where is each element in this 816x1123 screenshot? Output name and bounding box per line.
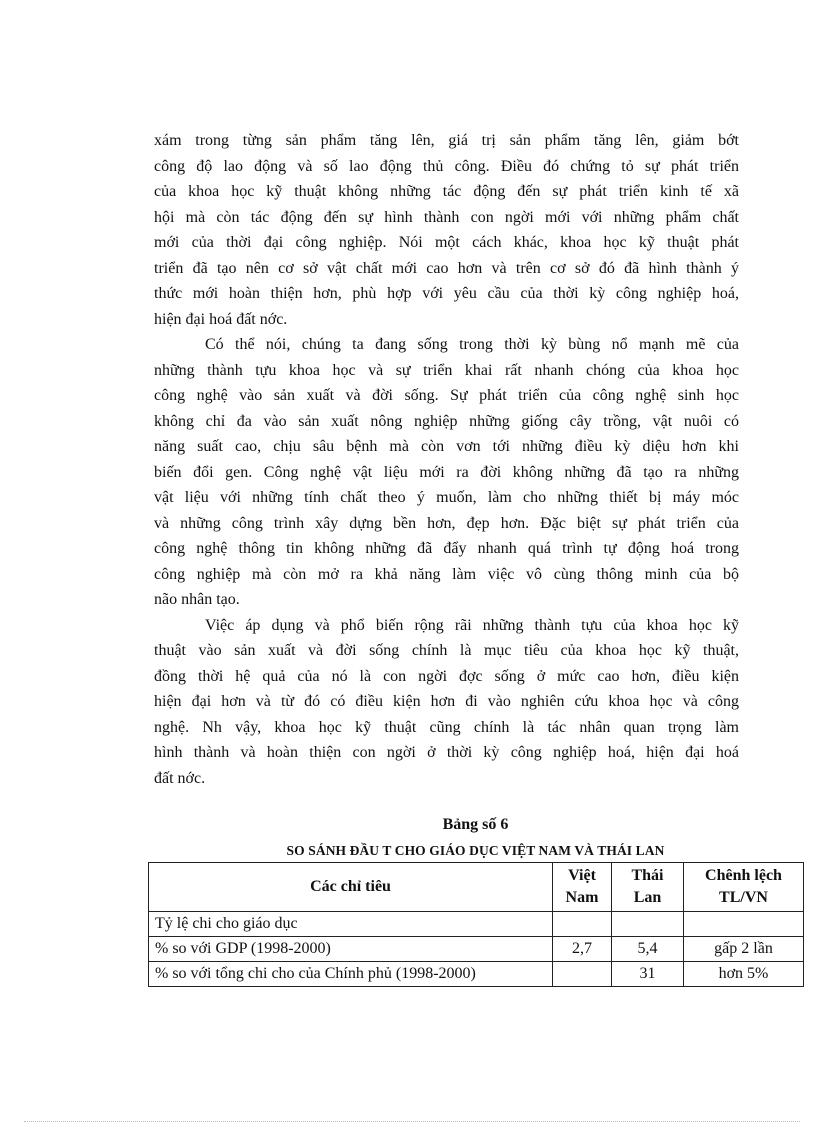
text-line: công nghiệp mà còn mở ra khả năng làm việc vô cùng thông minh của bộ — [154, 565, 739, 583]
text-line: thức mới hoàn thiện hơn, phù hợp với yêu cầu của thời kỳ công nghiệp hoá, — [154, 285, 739, 302]
text-line: hội mà còn tác động đến sự hình thành con ngời mới với những phẩm chất — [154, 208, 739, 226]
text-line: xám trong từng sản phẩm tăng lên, giá trị sản phẩm tăng lên, giảm bớt — [154, 132, 739, 149]
header-thailand-line1: Thái — [631, 867, 664, 884]
table-header-row — [149, 863, 804, 912]
header-vietnam — [553, 863, 612, 912]
header-difference — [684, 863, 804, 912]
text-line: nghệ. Nh vậy, khoa học kỹ thuật cũng chính là tác nhân quan trọng làm — [154, 718, 739, 736]
text-line: của khoa học kỹ thuật không những tác động đến sự phát triển kinh tế xã — [154, 183, 739, 200]
text-line: công độ lao động và số lao động thủ công. Điều đó chứng tỏ sự phát triển — [154, 157, 739, 175]
text-line: vật liệu với những tính chất theo ý muốn, làm cho những thiết bị máy móc — [154, 489, 739, 506]
table-row — [149, 962, 804, 987]
text-line: đất nớc. — [154, 769, 206, 787]
text-line: triển đã tạo nên cơ sở vật chất mới cao hơn và trên cơ sở đó đã hình thành ý — [154, 259, 739, 277]
text-line: hiện đại hơn và từ đó có điều kiện hơn đi vào nghiên cứu khoa học và công — [154, 693, 739, 710]
text-line: thuật vào sản xuất và đời sống chính là mục tiêu của khoa học kỹ thuật, — [154, 642, 739, 659]
cell-vietnam — [553, 912, 612, 937]
header-thailand — [612, 863, 684, 912]
cell-vietnam: 2,7 — [553, 937, 612, 962]
cell-thailand: 31 — [612, 962, 684, 987]
page-bottom-divider — [24, 1121, 800, 1122]
text-line: đồng thời hệ quả của nó là con ngời đợc sống ở mức cao hơn, điều kiện — [154, 667, 739, 685]
text-line: năng suất cao, chịu sâu bệnh mà còn vơn tới những điều kỳ diệu hơn khi — [154, 438, 739, 455]
text-line: hiện đại hoá đất nớc. — [154, 310, 288, 328]
text-line: không chỉ đa vào sản xuất nông nghiệp những giống cây trồng, vật nuôi có — [154, 412, 739, 430]
cell-criteria: Tỷ lệ chi cho giáo dục — [149, 912, 553, 937]
comparison-table — [148, 862, 804, 987]
text-line: Việc áp dụng và phổ biến rộng rãi những thành tựu của khoa học kỹ — [205, 616, 739, 634]
table-label: Bảng số 6 — [442, 816, 509, 833]
paragraph — [154, 332, 739, 613]
text-line: não nhân tạo. — [154, 591, 240, 608]
cell-difference: gấp 2 lần — [684, 937, 804, 962]
table-row — [149, 937, 804, 962]
header-difference-line1: Chênh lệch — [705, 867, 782, 884]
header-vietnam-line1: Việt — [568, 867, 596, 884]
header-criteria: Các chỉ tiêu — [149, 863, 553, 912]
cell-thailand: 5,4 — [612, 937, 684, 962]
header-difference-line2: TL/VN — [719, 889, 768, 906]
body-text — [154, 128, 739, 791]
cell-criteria: % so với tổng chi cho của Chính phủ (1998-2000) — [149, 962, 553, 987]
text-line: Có thể nói, chúng ta đang sống trong thời kỳ bùng nổ mạnh mẽ của — [205, 336, 739, 353]
table-title: SO SÁNH ĐẦU T CHO GIÁO DỤC VIỆT NAM VÀ THÁI LAN — [286, 843, 665, 858]
paragraph — [154, 613, 739, 792]
header-thailand-line2: Lan — [633, 889, 662, 906]
header-vietnam-line2: Nam — [565, 889, 599, 906]
cell-thailand — [612, 912, 684, 937]
paragraph — [154, 128, 739, 332]
text-line: mới của thời đại công nghiệp. Nói một cách khác, khoa học kỹ thuật phát — [154, 234, 739, 251]
cell-criteria: % so với GDP (1998-2000) — [149, 937, 553, 962]
text-line: công nghệ vào sản xuất và đời sống. Sự phát triển của công nghệ sinh học — [154, 387, 739, 404]
cell-vietnam — [553, 962, 612, 987]
text-line: công nghệ thông tin không những đã đẩy nhanh quá trình tự động hoá trong — [154, 540, 739, 557]
cell-difference — [684, 912, 804, 937]
text-line: hình thành và hoàn thiện con ngời ở thời kỳ công nghiệp hoá, hiện đại hoá — [154, 744, 739, 761]
text-line: và những công trình xây dựng bền hơn, đẹp hơn. Đặc biệt sự phát triển của — [154, 514, 739, 532]
text-line: những thành tựu khoa học và sự triển khai rất nhanh chóng của khoa học — [154, 361, 739, 379]
text-line: biến đổi gen. Công nghệ vật liệu mới ra đời không những đã tạo ra những — [154, 463, 739, 481]
table-row — [149, 912, 804, 937]
cell-difference: hơn 5% — [684, 962, 804, 987]
